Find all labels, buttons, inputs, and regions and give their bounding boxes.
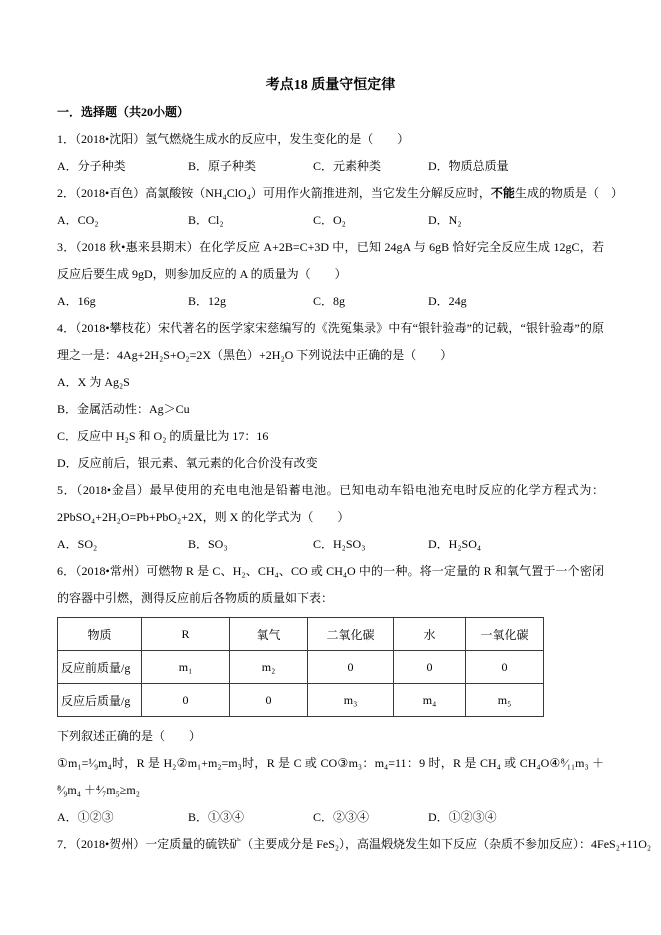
- question-2-options: [57, 207, 604, 234]
- option-d: D．物质总质量: [428, 159, 509, 173]
- table-cell: 反应前质量/g: [58, 651, 142, 684]
- table-cell: m₅: [466, 684, 544, 717]
- table-row: [58, 684, 544, 717]
- question-5-stem: 5．（2018•金昌）最早使用的充电电池是铅蓄电池。已知电动车铅电池充电时反应的化学方程式为：2PbSO₄+2H₂O=Pb+PbO₂+2X，则 X 的化学式为（ ）: [57, 483, 604, 524]
- table-cell: 反应后质量/g: [58, 684, 142, 717]
- question-7-stem: 7．（2018•贺州）一定质量的硫铁矿（主要成分是 FeS₂），高温煅烧发生如下反应（杂质不参加反应）：4FeS₂+11O₂: [57, 837, 652, 851]
- question-2-stem: [57, 180, 623, 207]
- page-title: 考点18 质量守恒定律: [265, 78, 396, 93]
- option-d: D．N₂: [428, 213, 462, 227]
- option-d: D．24g: [428, 294, 467, 308]
- stem-emphasis: 不能: [490, 186, 515, 200]
- stem-text: 2．（2018•百色）高氯酸铵（NH₄ClO₄）可用作火箭推进剂，当它发生分解反应时，: [57, 186, 491, 200]
- question-3: [57, 234, 604, 315]
- option-b: B．Cl₂: [188, 213, 224, 227]
- stem-text: 生成的物质是（ ）: [514, 186, 623, 200]
- option-b: B．原子种类: [188, 159, 257, 173]
- option-c: C．反应中 H₂S 和 O₂ 的质量比为 17：16: [57, 429, 269, 443]
- option-b: B．SO₃: [188, 537, 228, 551]
- table-cell: 0: [230, 684, 308, 717]
- table-cell: 0: [466, 651, 544, 684]
- option-c: C．O₂: [313, 213, 346, 227]
- question-5-options: [57, 531, 604, 558]
- question-6: [57, 558, 604, 831]
- option-c: C．元素种类: [313, 159, 382, 173]
- table-row: [58, 651, 544, 684]
- question-7: [57, 831, 652, 858]
- option-a: A．SO₂: [57, 537, 98, 551]
- option-a: A．X 为 Ag₂S: [57, 375, 130, 389]
- option-b: B．金属活动性：Ag＞Cu: [57, 402, 190, 416]
- table-header-cell: 二氧化碳: [308, 618, 394, 651]
- option-a: A．CO₂: [57, 213, 99, 227]
- table-header-row: [58, 618, 544, 651]
- table-cell: 0: [308, 651, 394, 684]
- option-d: D．①②③④: [428, 810, 497, 824]
- table-header-cell: R: [142, 618, 230, 651]
- option-a: A．16g: [57, 294, 96, 308]
- option-a: A．分子种类: [57, 159, 126, 173]
- question-5: [57, 477, 604, 558]
- table-cell: m₄: [394, 684, 466, 717]
- table-cell: m₃: [308, 684, 394, 717]
- question-6-statements: ①m₁=¹⁄₉m₄时，R 是 H₂②m₁+m₂=m₃时，R 是 C 或 CO③m₃：m₄=11：9 时，R 是 CH₄ 或 CH₄O④⁸⁄₁₁m₃ ＋⁸⁄₉m₄ ＋⁴⁄₇m₅≥m₂: [57, 756, 604, 797]
- table-cell: 0: [142, 684, 230, 717]
- option-c: C．②③④: [313, 810, 370, 824]
- option-d: D．H₂SO₄: [428, 537, 482, 551]
- question-6-stem: 6．（2018•常州）可燃物 R 是 C、H₂、CH₄、CO 或 CH₄O 中的一种。将一定量的 R 和氧气置于一个密闭的容器中引燃，测得反应前后各物质的质量如下表：: [57, 564, 604, 605]
- question-3-stem: 3．（2018 秋•惠来县期末）在化学反应 A+2B=C+3D 中，已知 24gA 与 6gB 恰好完全反应生成 12gC，若反应后要生成 9gD，则参加反应的 A 的质量为（ ）: [57, 240, 604, 281]
- option-a: A．①②③: [57, 810, 114, 824]
- table-cell: m₁: [142, 651, 230, 684]
- option-d: D．反应前后，银元素、氧元素的化合价没有改变: [57, 456, 318, 470]
- table-header-cell: 水: [394, 618, 466, 651]
- table-header-cell: 物质: [58, 618, 142, 651]
- option-b: B．①③④: [188, 810, 245, 824]
- question-6-options: [57, 804, 604, 831]
- section-heading: 一．选择题（共20小题）: [57, 105, 190, 119]
- question-4-stem: 4．（2018•攀枝花）宋代著名的医学家宋慈编写的《洗冤集录》中有“银针验毒”的记载，“银针验毒”的原理之一是：4Ag+2H₂S+O₂=2X（黑色）+2H₂O 下列说法中正确的是（ ）: [57, 321, 604, 362]
- question-1: [57, 126, 604, 180]
- table-header-cell: 氧气: [230, 618, 308, 651]
- option-c: C．8g: [313, 294, 346, 308]
- question-1-stem: 1．（2018•沈阳）氢气燃烧生成水的反应中，发生变化的是（ ）: [57, 132, 410, 146]
- question-4: [57, 315, 604, 477]
- table-cell: m₂: [230, 651, 308, 684]
- option-b: B．12g: [188, 294, 227, 308]
- question-3-options: [57, 288, 604, 315]
- option-c: C．H₂SO₃: [313, 537, 366, 551]
- reaction-mass-table: [57, 617, 544, 717]
- table-header-cell: 一氧化碳: [466, 618, 544, 651]
- question-6-prompt: 下列叙述正确的是（ ）: [57, 729, 202, 743]
- question-2: [57, 180, 623, 234]
- question-1-options: [57, 153, 604, 180]
- table-cell: 0: [394, 651, 466, 684]
